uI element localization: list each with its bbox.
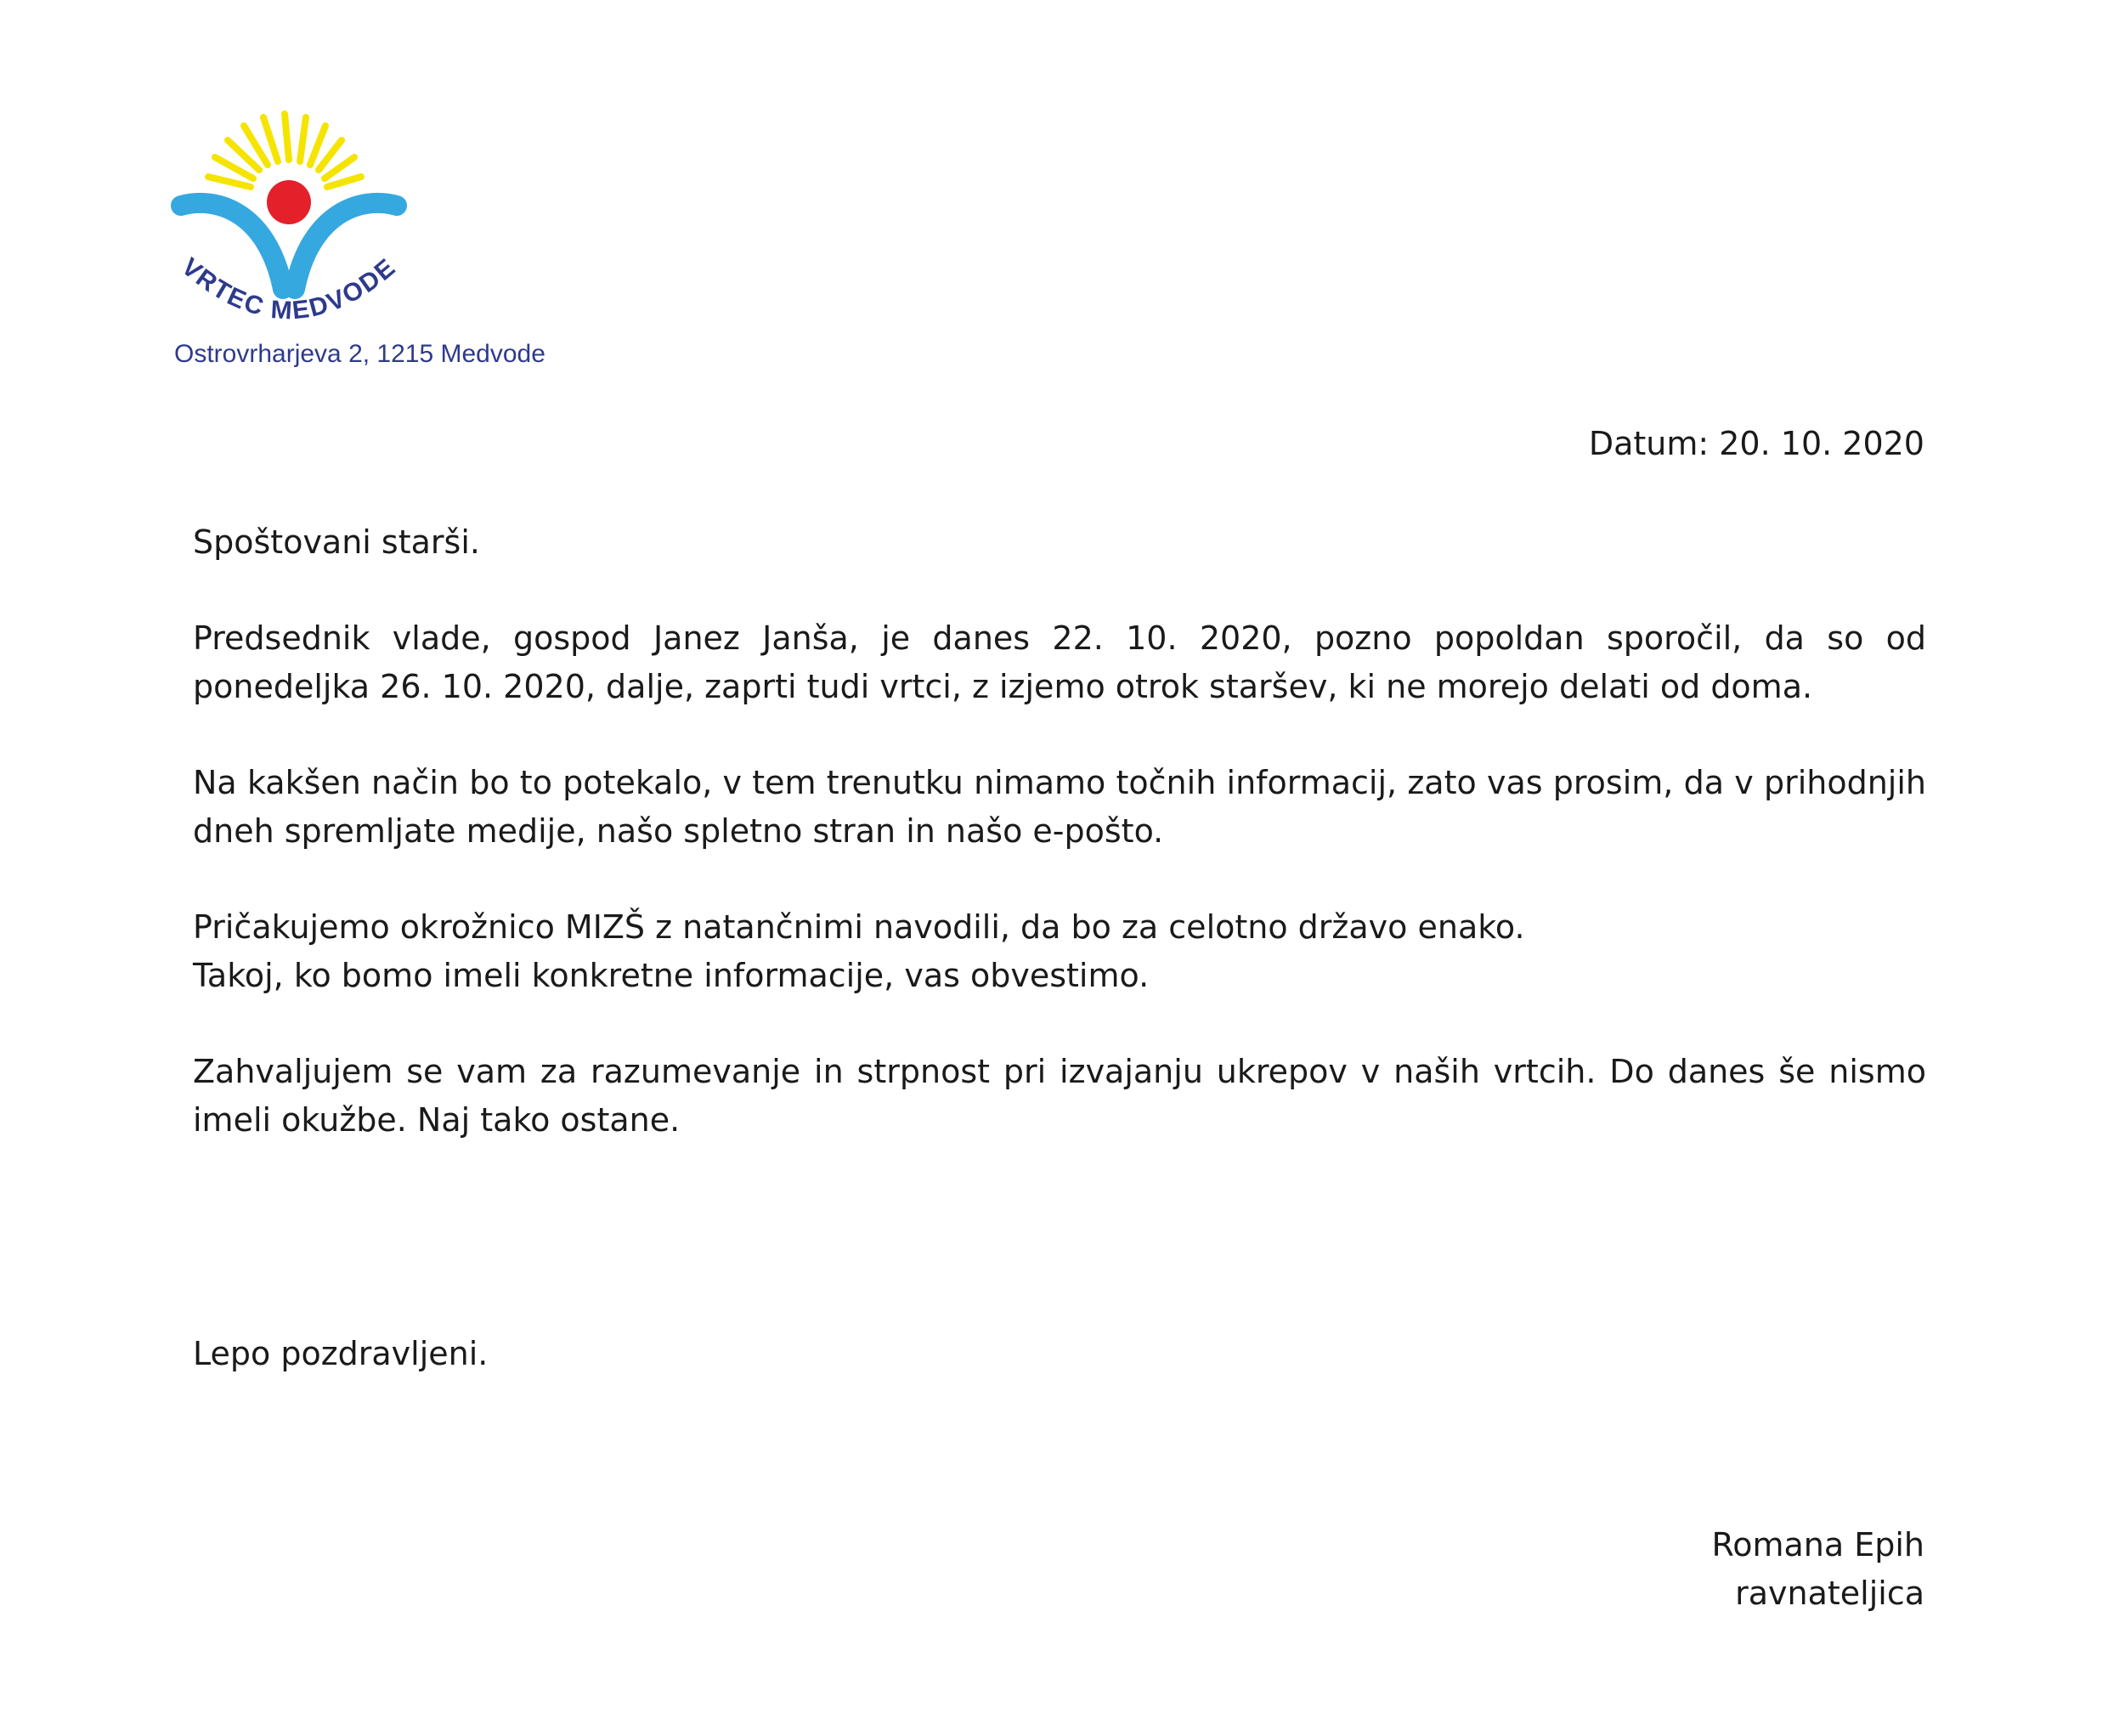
- svg-text:VRTEC MEDVODE: VRTEC MEDVODE: [176, 252, 402, 325]
- letter-date: Datum: 20. 10. 2020: [1588, 425, 1924, 462]
- paragraph-circular: Pričakujemo okrožnico MIZŠ z natančnimi navodili, da bo za celotno državo enako.: [193, 908, 1525, 946]
- logo: [166, 110, 545, 382]
- paragraph-thanks: Zahvaljujem se vam za razumevanje in strpnost pri izvajanju ukrepov v naših vrtcih. Do danes še nismo imeli okužbe. Naj tako ostane.: [193, 1053, 1926, 1139]
- greeting: Spoštovani starši.: [193, 523, 480, 561]
- letter-body: [193, 518, 1926, 1192]
- closing: Lepo pozdravljeni.: [193, 1335, 489, 1372]
- vrtec-medvode-text-icon: [166, 110, 523, 340]
- signature-title: ravnateljica: [1735, 1575, 1924, 1612]
- paragraph-notify: Takoj, ko bomo imeli konkretne informacije, vas obvestimo.: [193, 957, 1150, 994]
- signature: [1712, 1521, 1924, 1618]
- logo-address: Ostrovrharjeva 2, 1215 Medvode: [174, 340, 545, 368]
- paragraph-information: Na kakšen način bo to potekalo, v tem trenutku nimamo točnih informacij, zato vas prosim, da v prihodnjih dneh spremljate medije, našo spletno stran in našo e-pošto.: [193, 764, 1926, 850]
- paragraph-announcement: Predsednik vlade, gospod Janez Janša, je danes 22. 10. 2020, pozno popoldan sporočil, da so od ponedeljka 26. 10. 2020, dalje, zaprti tudi vrtci, z izjemo otrok staršev, ki ne morejo delati od doma.: [193, 619, 1926, 705]
- signature-name: Romana Epih: [1711, 1526, 1924, 1564]
